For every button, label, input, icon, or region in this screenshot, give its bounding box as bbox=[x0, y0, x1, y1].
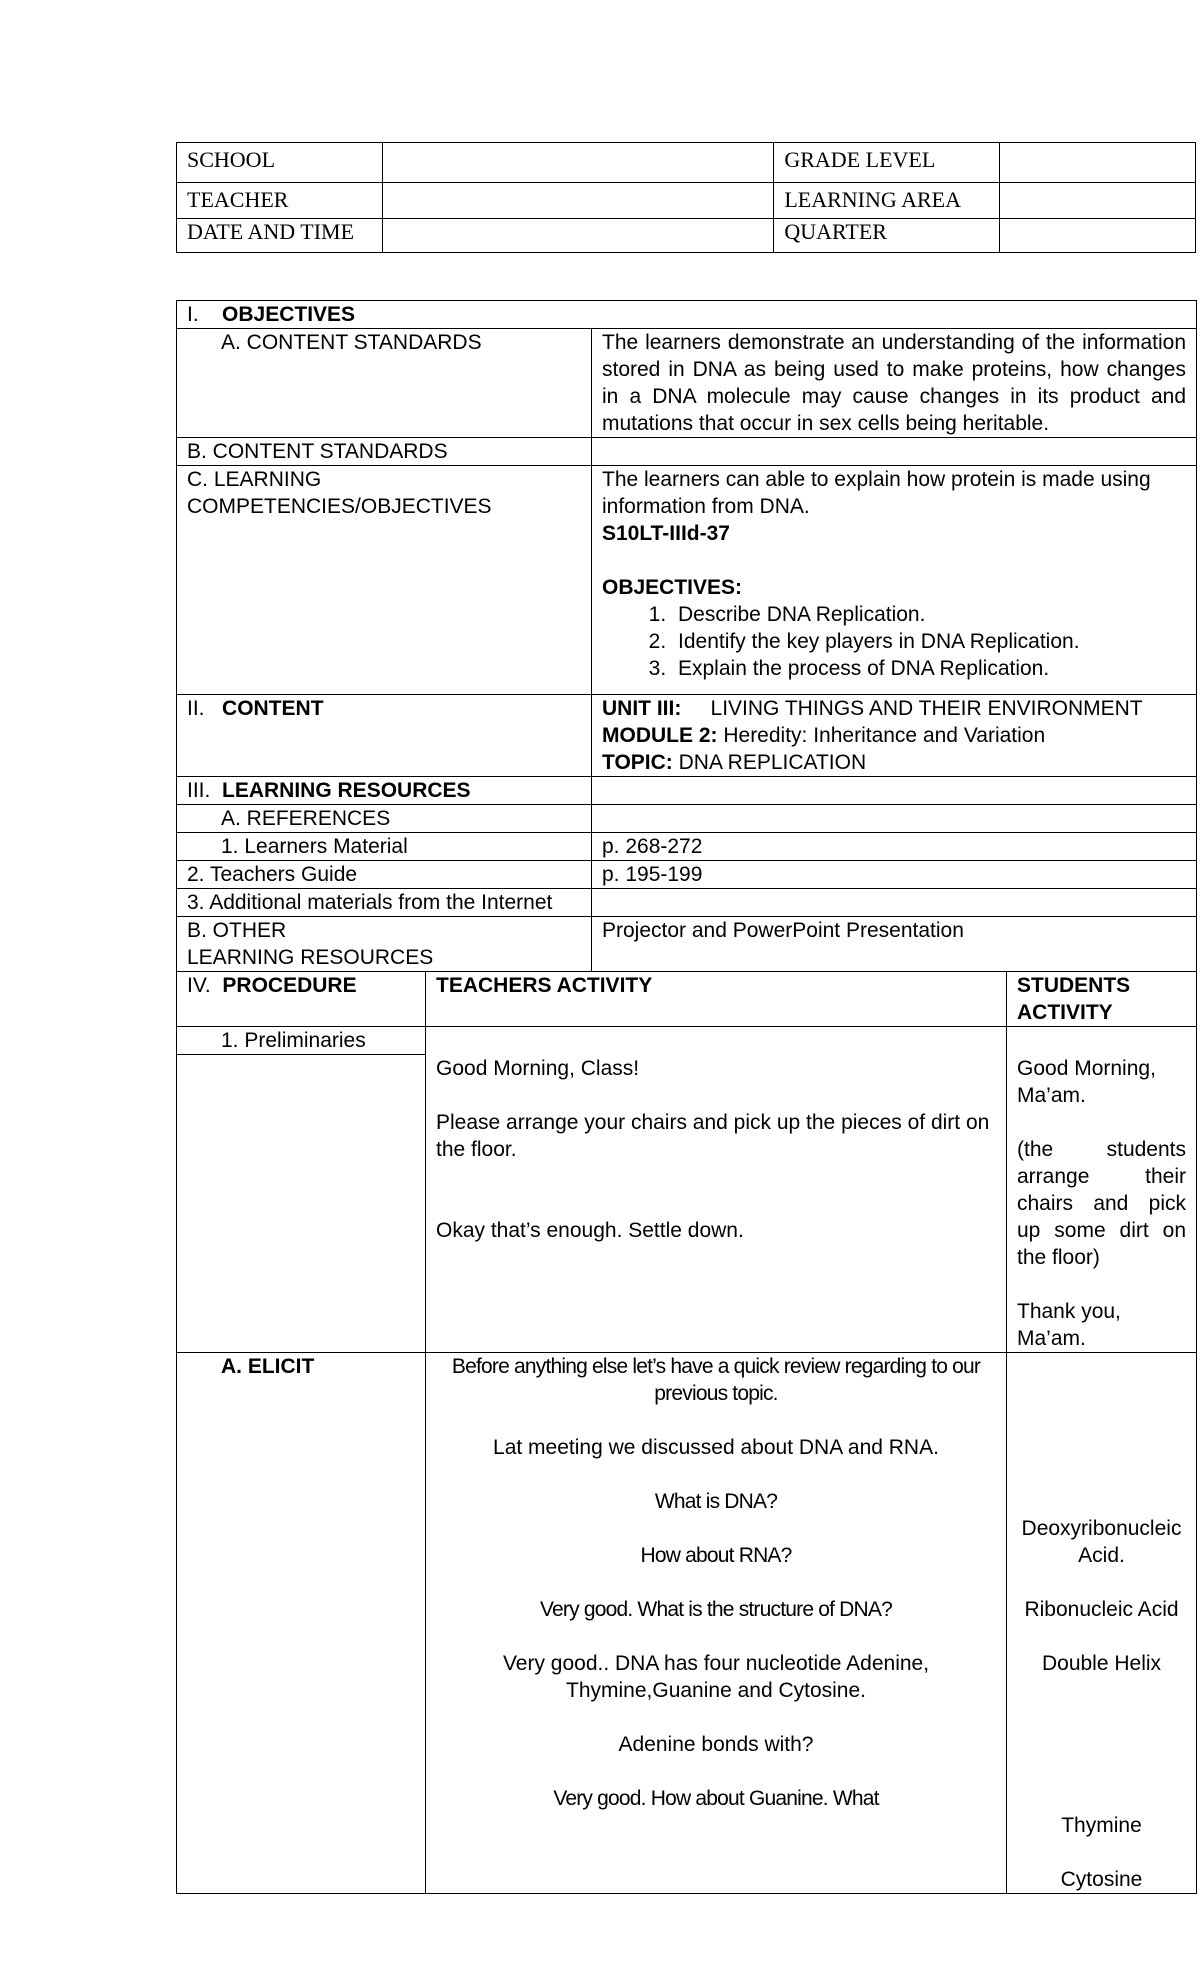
competency-statement: The learners can able to explain how protein is made using information from DNA. bbox=[602, 468, 1151, 518]
teacher-line: Lat meeting we discussed about DNA and RNA. bbox=[493, 1435, 939, 1459]
teachers-activity-header: TEACHERS ACTIVITY bbox=[426, 972, 1007, 1027]
learners-material-pages: p. 268-272 bbox=[592, 833, 1197, 861]
preliminaries-label: 1. Preliminaries bbox=[177, 1027, 426, 1055]
list-item: 1. Describe DNA Replication. bbox=[672, 601, 1186, 628]
teacher-line: Please arrange your chairs and pick up the pieces of dirt on the floor. bbox=[436, 1110, 990, 1161]
content-standards-a-label: A. CONTENT STANDARDS bbox=[177, 329, 592, 438]
student-line: Cytosine bbox=[1060, 1867, 1143, 1891]
section-number: I. bbox=[187, 303, 199, 326]
quarter-label: QUARTER bbox=[774, 219, 1000, 253]
competency-code: S10LT-IIId-37 bbox=[602, 522, 730, 545]
competencies-label-line1: C. LEARNING bbox=[187, 468, 322, 491]
objectives-subheading: OBJECTIVES: bbox=[602, 576, 743, 599]
content-text bbox=[592, 695, 1197, 777]
teacher-line: How about RNA? bbox=[640, 1543, 792, 1567]
learning-area-label: LEARNING AREA bbox=[774, 183, 1000, 219]
competencies-label-line2: COMPETENCIES/OBJECTIVES bbox=[187, 495, 492, 518]
teachers-guide-label: 2. Teachers Guide bbox=[177, 861, 592, 889]
student-line: Thank you, Ma’am. bbox=[1017, 1299, 1121, 1350]
resources-heading-blank bbox=[592, 777, 1197, 805]
elicit-teacher bbox=[426, 1352, 1007, 1893]
date-time-value[interactable] bbox=[382, 219, 773, 253]
other-resources-label-line2: LEARNING RESOURCES bbox=[187, 946, 434, 969]
quarter-value[interactable] bbox=[1000, 219, 1196, 253]
content-standards-a-text: The learners demonstrate an understanding of the information stored in DNA as being used to make proteins, how changes in a DNA molecule may cause changes in its product and mutations that occur in sex cells being heritable. bbox=[592, 329, 1197, 438]
school-value[interactable] bbox=[382, 143, 773, 183]
preliminaries-blank bbox=[177, 1055, 426, 1353]
elicit-label bbox=[177, 1352, 426, 1893]
section-number: IV. bbox=[187, 974, 211, 997]
school-label: SCHOOL bbox=[177, 143, 383, 183]
competencies-label bbox=[177, 466, 592, 695]
additional-materials-label: 3. Additional materials from the Internet bbox=[177, 889, 592, 917]
section-title: PROCEDURE bbox=[222, 974, 357, 997]
student-line: Deoxyribonucleic Acid. bbox=[1021, 1516, 1182, 1567]
elicit-label-text: A. ELICIT bbox=[221, 1354, 315, 1378]
student-line: Thymine bbox=[1061, 1813, 1142, 1837]
teacher-value[interactable] bbox=[382, 183, 773, 219]
student-line: Ribonucleic Acid bbox=[1024, 1597, 1179, 1621]
preliminaries-student-blank bbox=[1007, 1027, 1197, 1055]
elicit-student bbox=[1007, 1352, 1197, 1893]
grade-level-label: GRADE LEVEL bbox=[774, 143, 1000, 183]
content-standards-b-text bbox=[592, 438, 1197, 466]
teacher-line: What is DNA? bbox=[654, 1489, 778, 1513]
procedure-heading bbox=[177, 972, 426, 1027]
section-number: III. bbox=[187, 779, 211, 802]
module-line: MODULE 2: Heredity: Inheritance and Variation bbox=[602, 724, 1046, 747]
student-line: Good Morning, Ma’am. bbox=[1017, 1056, 1156, 1107]
objectives-list bbox=[602, 601, 1186, 682]
list-item: 2. Identify the key players in DNA Replication. bbox=[672, 628, 1186, 655]
teacher-label: TEACHER bbox=[177, 183, 383, 219]
list-item: 3. Explain the process of DNA Replication. bbox=[672, 655, 1186, 682]
objectives-heading bbox=[177, 301, 1197, 329]
section-title: CONTENT bbox=[222, 697, 324, 720]
lesson-plan-table bbox=[176, 300, 1197, 1894]
competencies-text bbox=[592, 466, 1197, 695]
references-blank bbox=[592, 805, 1197, 833]
student-line: (the students arrange their chairs and pick up some dirt on the floor) bbox=[1017, 1137, 1186, 1269]
topic-line: TOPIC: DNA REPLICATION bbox=[602, 751, 867, 774]
section-number: II. bbox=[187, 697, 205, 720]
teacher-line: Very good.. DNA has four nucleotide Adenine, Thymine,Guanine and Cytosine. bbox=[502, 1651, 930, 1702]
section-title: LEARNING RESOURCES bbox=[222, 779, 471, 802]
section-title: OBJECTIVES bbox=[222, 303, 356, 326]
other-resources-text: Projector and PowerPoint Presentation bbox=[592, 917, 1197, 972]
content-heading bbox=[177, 695, 592, 777]
teachers-guide-pages: p. 195-199 bbox=[592, 861, 1197, 889]
teacher-line: Very good. How about Guanine. What bbox=[553, 1786, 879, 1810]
additional-materials-blank bbox=[592, 889, 1197, 917]
other-resources-label bbox=[177, 917, 592, 972]
content-standards-b-label: B. CONTENT STANDARDS bbox=[177, 438, 592, 466]
teacher-line: Before anything else let’s have a quick review regarding to our previous topic. bbox=[451, 1354, 981, 1405]
students-activity-header: STUDENTS ACTIVITY bbox=[1007, 972, 1197, 1027]
teacher-line: Good Morning, Class! bbox=[436, 1056, 640, 1080]
date-time-label: DATE AND TIME bbox=[177, 219, 383, 253]
header-table bbox=[176, 142, 1196, 253]
preliminaries-teacher bbox=[426, 1055, 1007, 1353]
preliminaries-teacher-blank bbox=[426, 1027, 1007, 1055]
references-label: A. REFERENCES bbox=[177, 805, 592, 833]
learners-material-label: 1. Learners Material bbox=[177, 833, 592, 861]
unit-line: UNIT III: LIVING THINGS AND THEIR ENVIRONMENT bbox=[602, 697, 1143, 720]
teacher-line: Adenine bonds with? bbox=[618, 1732, 814, 1756]
student-line: Double Helix bbox=[1041, 1651, 1162, 1675]
preliminaries-student bbox=[1007, 1055, 1197, 1353]
other-resources-label-line1: B. OTHER bbox=[187, 919, 287, 942]
learning-area-value[interactable] bbox=[1000, 183, 1196, 219]
teacher-line: Very good. What is the structure of DNA? bbox=[539, 1597, 892, 1621]
resources-heading bbox=[177, 777, 592, 805]
grade-level-value[interactable] bbox=[1000, 143, 1196, 183]
teacher-line: Okay that’s enough. Settle down. bbox=[436, 1218, 744, 1242]
